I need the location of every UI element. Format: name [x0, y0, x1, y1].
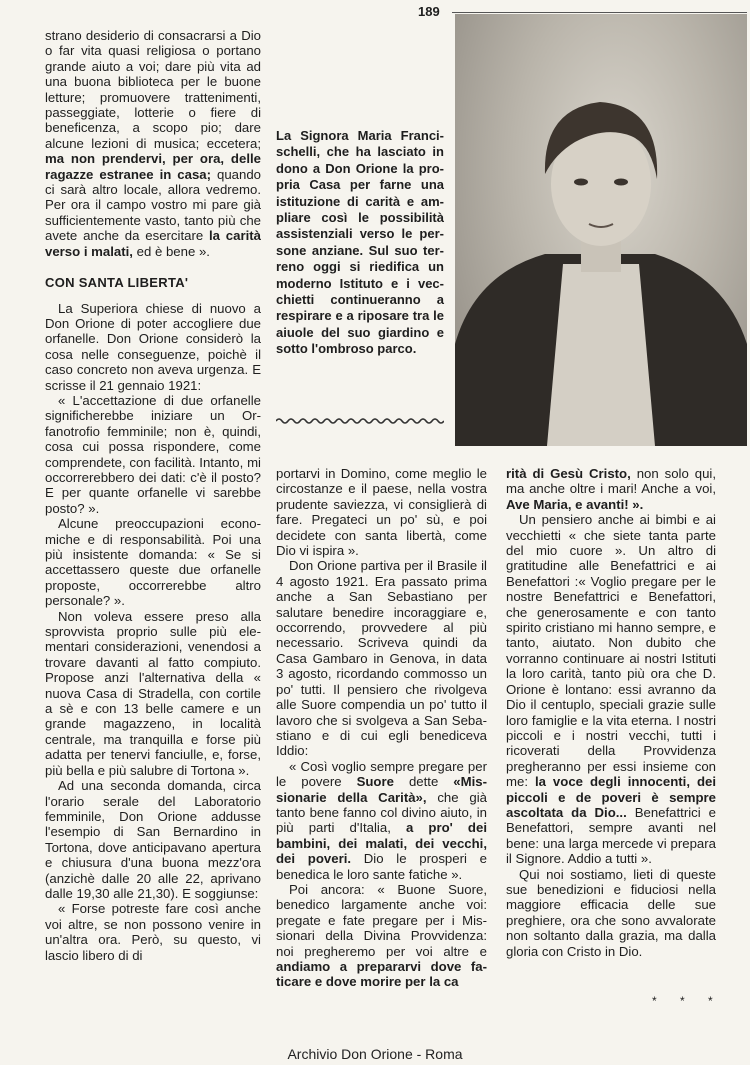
portrait-photo — [455, 14, 747, 446]
paragraph: Non voleva essere preso alla sprovvista proprio sulle più elementari considerazioni, venendosi a trovare davanti al fatto compiuto. Propose anzi l'alternativa della « nuova Casa di Stradella, con cortile a sè e con 13 belle camere e un grande magazzeno, in località centrale, ma tranquilla e forse più adatta per tenervi fanciulle, e, forse, più bella e più salubre di Tortona ». — [45, 608, 261, 778]
archive-footer: Archivio Don Orione - Roma — [287, 1046, 463, 1062]
decorative-wave-divider — [276, 417, 444, 425]
portrait-illustration — [455, 14, 747, 446]
paragraph: rità di Gesù Cristo, non solo qui, ma anche oltre i mari! Anche a voi, Ave Maria, e avanti! ». — [506, 466, 716, 512]
text-column-1 — [45, 28, 261, 963]
text-column-3 — [506, 466, 716, 959]
paragraph: Ad una seconda domanda, circa l'orario serale del Laboratorio femminile, Don Orione addusse l'esempio di San Bernardino in Tortona, dove anticipavano apertura e chiusura d'una buona mezz'ora (anzichè dalle 20 alle 22, aprivano dalle 19,30 alle 21,30). E soggiunse: — [45, 778, 261, 901]
paragraph: Poi ancora: « Buone Suore, benedico largamente anche voi: pregate e fate pregare per i Missionari della Divina Provvidenza: noi pregheremo per voi altre e andiamo a prepararvi dove faticare e dove morire per la ca — [276, 881, 487, 990]
paragraph: « Così voglio sempre pregare per le povere Suore dette «Missionarie della Carità», che già tanto bene fanno col divino aiuto, in più parti d'Italia, a pro' dei bambini, dei malati, dei vecchi, dei poveri. Dio le prosperi e benedica le loro sante fatiche ». — [276, 758, 487, 882]
photo-caption: La Signora Maria Francischelli, che ha lasciato in dono a Don Orione la propria Casa per farne una istituzione di carità e ampliare così le possibilità assistenziali verso le persone anziane. Sul suo terreno oggi si riedifica un moderno Istituto e i vecchietti continueranno a respirare e a riposare tra le aiuole del suo giardino e sotto l'ombroso parco. — [276, 128, 444, 357]
paragraph: La Superiora chiese di nuovo a Don Orione di poter accogliere due orfanelle. Don Orione considerò la cosa nelle conseguenze, poichè il caso concreto non aveva urgenza. E scrisse il 21 gennaio 1921: — [45, 300, 261, 393]
paragraph: portarvi in Domino, come meglio le circostanze e il paese, nella vostra prudente saviezza, vi consiglierà di fare. Pregateci un po' sù, e poi decidete con santa libertà, come Dio vi ispira ». — [276, 466, 487, 559]
top-rule — [452, 12, 747, 13]
paragraph: Alcune preoccupazioni economiche e di responsabilità. Poi una più insistente domanda: « Se si accettassero queste due orfanelle proposte, occorrerebbe altro personale? ». — [45, 516, 261, 609]
end-mark: * * * — [652, 994, 723, 1008]
paragraph: « Forse potreste fare così anche voi altre, se non possono venire in un'altra ora. Però, su questo, vi lascio libero di di — [45, 901, 261, 963]
paragraph: « L'accettazione di due orfanelle significherebbe iniziare un Orfanotrofio femminile; non è, quindi, cosa cui possa rispondere, come comprendete, con facilità. Intanto, mi occorrerebbero dei dati: c'è il posto? E per quante orfanelle vi sarebbe posto? ». — [45, 392, 261, 516]
page-number: 189 — [418, 4, 440, 19]
text-column-2 — [276, 466, 487, 990]
paragraph: Don Orione partiva per il Brasile il 4 agosto 1921. Era passato prima anche a San Sebastiano per salutare benedire incoraggiare e, occorrendo, provvedere al più necessario. Scriveva quindi da Casa Gambaro in Genova, in data 3 agosto, ricordando commosso un po' tutti. Il pensiero che rivolgeva alle Suore compendia un po' tutto il lavoro che si svolgeva a San Sebastiano e di cui egli benediceva Iddio: — [276, 558, 487, 759]
paragraph: Un pensiero anche ai bimbi e ai vecchietti « che siete tanta parte del mio cuore ». Un altro di gratitudine alle Benefattrici e ai Benefattori :« Voglio pregare per le nostre Benefattrici e Benefattori, che generosamente e con tanto spirito cristiano mi hanno sempre, e tanto, aiutato. Non dubito che vorranno continuare ai nostri Istituti la loro carità, tanto più ora che D. Orione è lontano: essi avranno da Dio il centuplo, speciali grazie sulle loro famiglie e la vita eterna. I nostri piccoli e i nostri vecchi, tutti i ricoverati della Provvidenza pregheranno per essi insieme con me: la voce degli innocenti, dei piccoli e de poveri è sempre ascoltata da Dio... Benefattrici e Benefattori, sempre avanti nel bene: una larga mercede vi prepara il Signore. Addio a tutti ». — [506, 512, 717, 867]
paragraph: Qui noi sostiamo, lieti di queste sue benedizioni e fiduciosi nella maggiore efficacia delle sue preghiere, ora che sono avvalorate non soltanto dalla grazia, ma dalla gloria con Cristo in Dio. — [506, 866, 716, 959]
paragraph: strano desiderio di consacrarsi a Dio o far vita quasi religiosa o portano grande aiuto a voi; dare più vita ad una buona biblioteca per le buone letture; promuovere trattenimenti, passeggiate, lotterie o fiere di beneficenza, a scopo pio; dare alcune lezioni di musica; eccetera; ma non prendervi, per ora, delle ragazze estranee in casa; quando ci sarà altro locale, allora vedremo. Per ora il campo vostro mi pare già sufficientemente vasto, tanto più che avete anche da esercitare la carità verso i malati, ed è bene ». — [45, 28, 261, 259]
section-heading: CON SANTA LIBERTA' — [45, 275, 189, 291]
